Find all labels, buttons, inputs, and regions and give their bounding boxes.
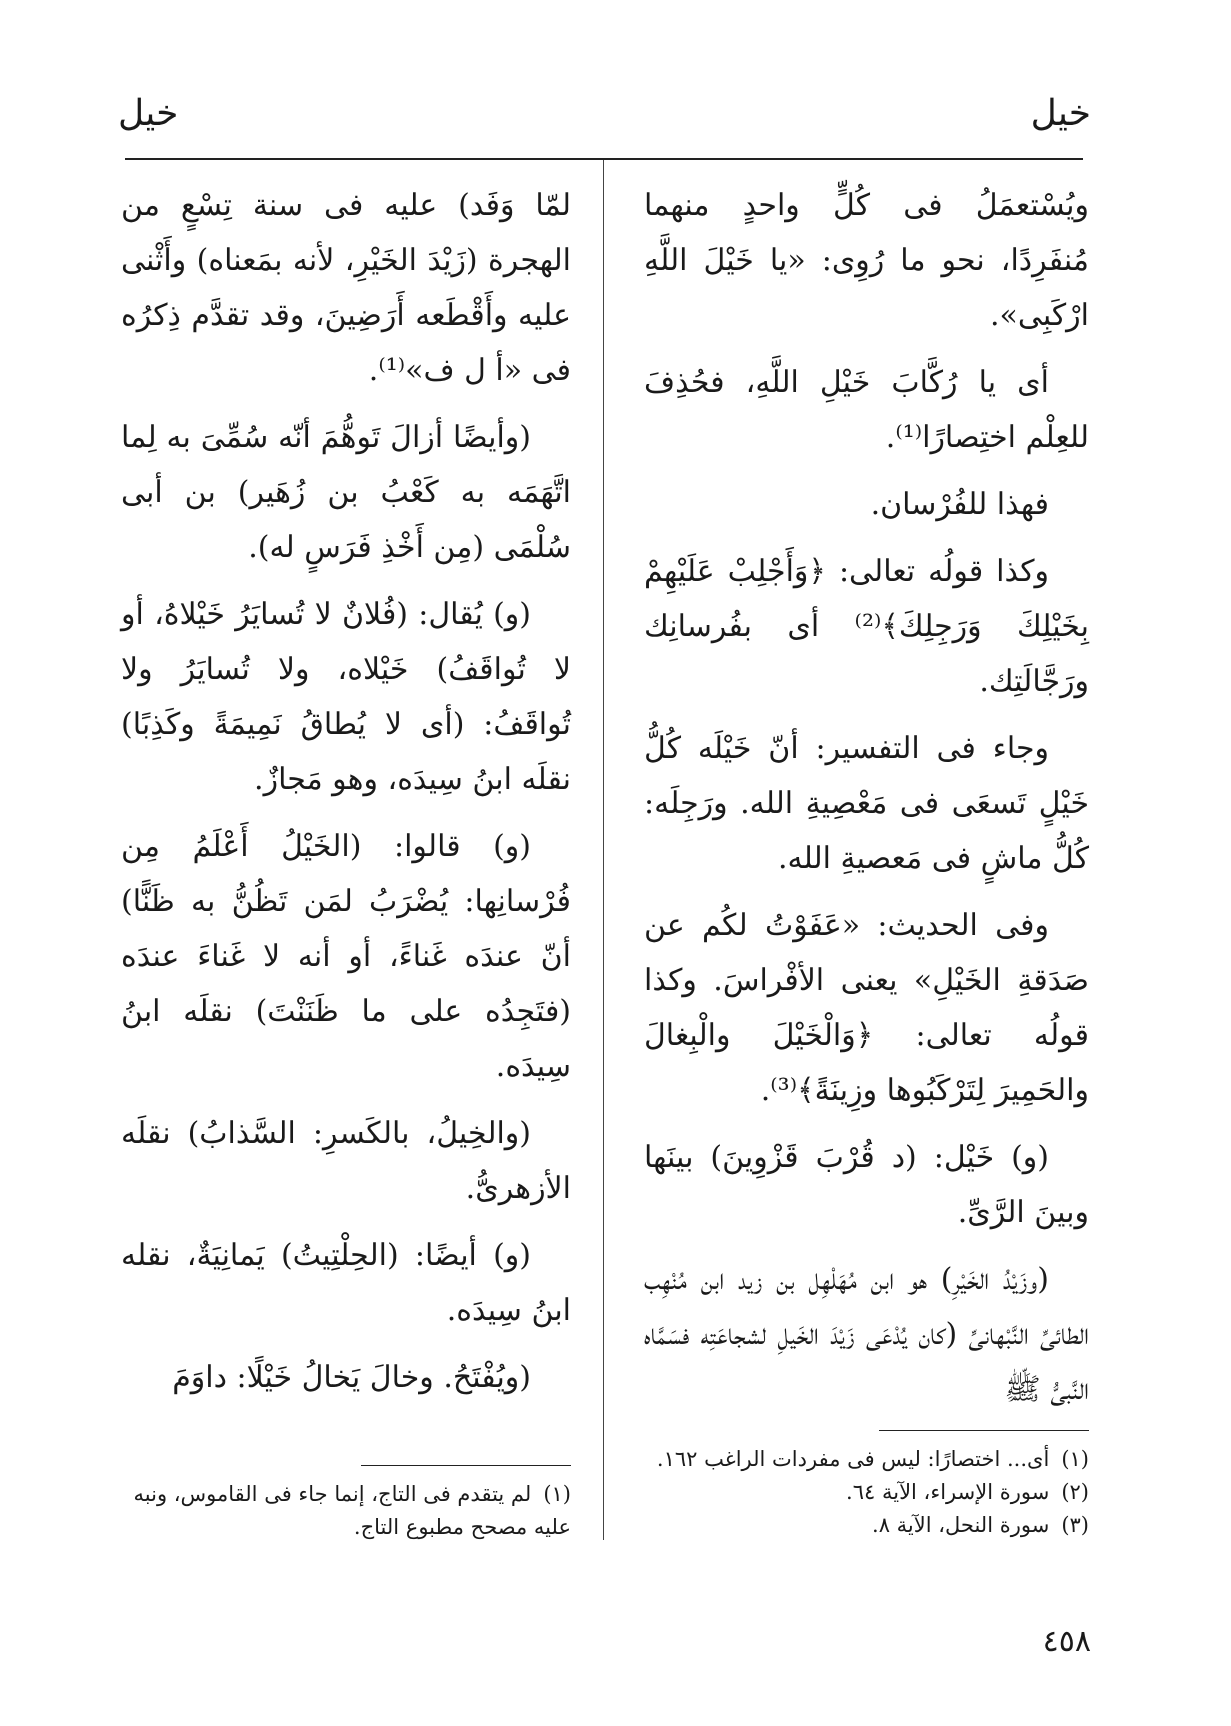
running-header-left: خيل xyxy=(118,93,179,134)
footnote-number: (٢) xyxy=(1061,1480,1089,1504)
footnote-rule-right xyxy=(879,1430,1089,1431)
footnote xyxy=(644,1509,1089,1542)
footnote xyxy=(644,1443,1089,1476)
running-header-right: خيل xyxy=(1030,93,1091,134)
paragraph: (و) خَيْل: (د قُرْبَ قَزْوِينَ) بينَها وبينَ الرَّىِّ. xyxy=(644,1140,1089,1230)
footnotes-left xyxy=(121,1478,571,1544)
header-rule xyxy=(125,158,1083,160)
page-number: ٤٥٨ xyxy=(1042,1624,1091,1659)
footnote-number: (١) xyxy=(543,1482,571,1506)
footnote-number: (١) xyxy=(1061,1447,1089,1471)
paragraph: (وأيضًا أزالَ تَوهُّمَ أنّه سُمِّىَ به لِما اتَّهَمَه به كَعْبُ بن زُهَير) بن أبى سُلْمَى (مِن أَخْذِ فَرَسٍ له). xyxy=(121,420,571,565)
column-divider xyxy=(603,160,604,1540)
left-column xyxy=(121,178,571,1417)
paragraph: ويُسْتعمَلُ فى كُلٍّ واحدٍ منهما مُنفَرِدًا، نحو ما رُوِى: «يا خَيْلَ اللَّهِ ارْكَبِى». xyxy=(644,188,1089,333)
footnotes-right xyxy=(644,1443,1089,1542)
footnote xyxy=(644,1476,1089,1509)
paragraph: (و) قالوا: (الخَيْلُ أَعْلَمُ مِن فُرْسانِها: يُضْرَبُ لمَن تَظُنُّ به ظَنًّا) أنّ عندَه غَناءً، أو أنه لا غَناءَ عندَه (فتَجِدُه على ما ظَنَنْتَ) نقلَه ابنُ سِيدَه. xyxy=(121,829,571,1084)
paragraph: وجاء فى التفسير: أنّ خَيْلَه كُلُّ خَيْلٍ تَسعَى فى مَعْصِيةِ الله. ورَجِلَه: كُلُّ ماشٍ فى مَعصيةِ الله. xyxy=(644,731,1089,876)
footnote-text: سورة الإسراء، الآية ٦٤. xyxy=(846,1480,1050,1504)
footnote xyxy=(121,1478,571,1544)
paragraph: (و) أيضًا: (الحِلْتِيتُ) يَمانِيَةٌ، نقله ابنُ سِيدَه. xyxy=(121,1238,571,1328)
footnote-text: لم يتقدم فى التاج، إنما جاء فى القاموس، ونبه عليه مصحح مطبوع التاج. xyxy=(133,1482,571,1539)
paragraph: (و) يُقال: (فُلانٌ لا تُسايَرُ خَيْلاهُ، أو لا تُواقَفُ) خَيْلاه، ولا تُسايَرُ ولا تُواقَفُ: (أى لا يُطاقُ نَمِيمَةً وكَذِبًا) نقلَه ابنُ سِيدَه، وهو مَجازٌ. xyxy=(121,597,571,797)
paragraph: (وزَيْدُ الخَيْرِ) هو ابن مُهَلْهِل بن زيد ابن مُنْهِب الطائىِّ النَّبْهانىِّ (كان يُدْعَى زَيْدَ الخَيلِ لشجاعَتِه فسَمَّاه النَّبىُّ ﷺ xyxy=(644,1262,1089,1407)
footnote-text: سورة النحل، الآية ٨. xyxy=(872,1513,1050,1537)
footnote-text: أى... اختصارًا: ليس فى مفردات الراغب ١٦٢. xyxy=(656,1447,1050,1471)
paragraph: لمّا وَفَد) عليه فى سنة تِسْعٍ من الهجرة (زَيْدَ الخَيْرِ، لأنه بمَعناه) وأَثْنى عليه وأَقْطَعه أَرَضِينَ، وقد تقدَّم ذِكرُه فى «أ ل ف»⁽¹⁾. xyxy=(121,188,571,388)
paragraph: (والخِيلُ، بالكَسرِ: السَّذابُ) نقلَه الأزهرىُّ. xyxy=(121,1116,571,1206)
footnote-number: (٣) xyxy=(1061,1513,1089,1537)
paragraph: وفى الحديث: «عَفَوْتُ لكُم عن صَدَقةِ الخَيْلِ» يعنى الأفْراسَ. وكذا قولُه تعالى: ﴿وَالْخَيْلَ والْبِغالَ والحَمِيرَ لِتَرْكَبُوها وزِينَةً﴾⁽³⁾. xyxy=(644,908,1089,1108)
paragraph: فهذا للفُرْسان. xyxy=(870,487,1049,522)
paragraph: أى يا رُكَّابَ خَيْلِ اللَّهِ، فحُذِفَ للعِلْم اختِصارًا⁽¹⁾. xyxy=(644,365,1089,455)
right-column xyxy=(644,178,1089,1429)
paragraph: (ويُفْتَحُ. وخالَ يَخالُ خَيْلًا: داوَمَ xyxy=(172,1360,531,1395)
footnote-rule-left xyxy=(361,1465,571,1466)
paragraph: وكذا قولُه تعالى: ﴿وَأَجْلِبْ عَلَيْهِمْ بِخَيْلِكَ وَرَجِلِكَ﴾⁽²⁾ أى بفُرسانِك ورَجَّالَتِك. xyxy=(644,554,1090,699)
